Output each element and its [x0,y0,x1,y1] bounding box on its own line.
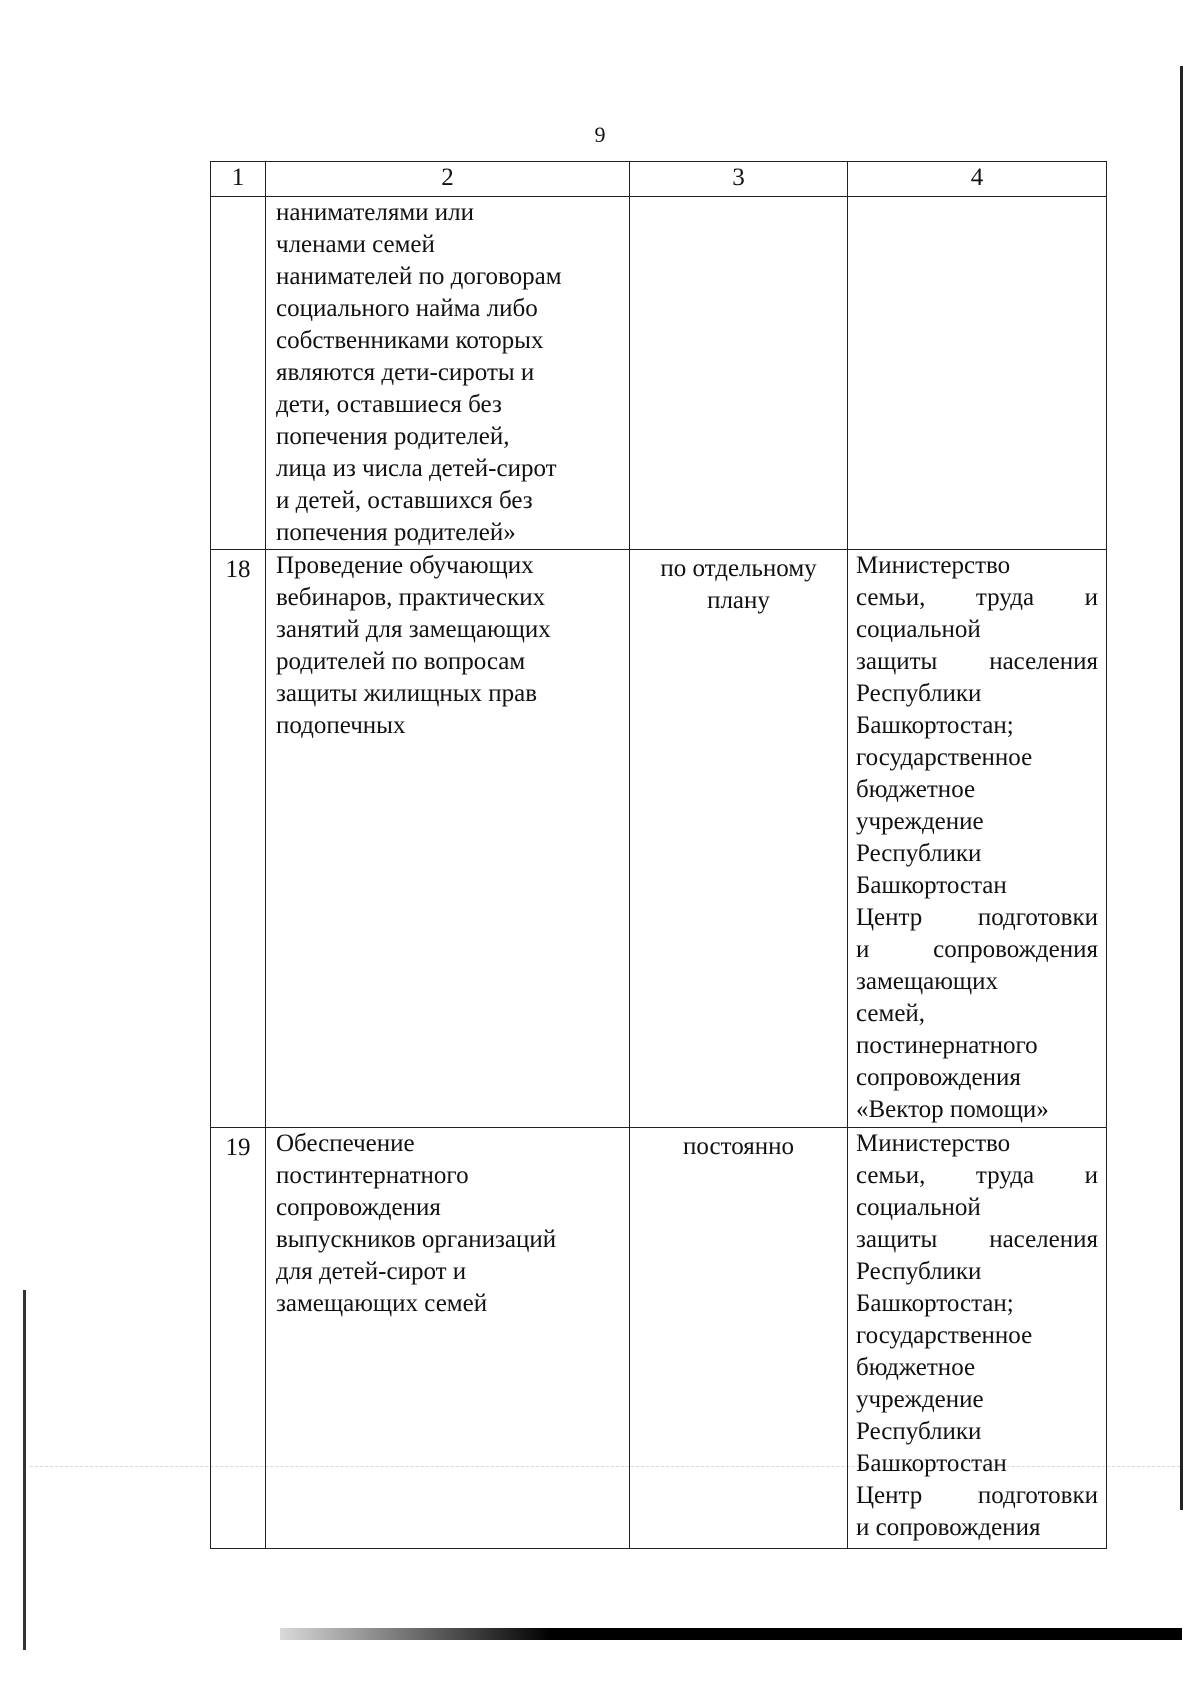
term-line: плану [707,587,770,614]
executor-line: Республики [856,680,982,707]
activities-table [210,161,1107,1549]
header-col-3: 3 [630,162,848,197]
executor-line: учреждение [856,808,984,835]
description-line: нанимателей по договорам [276,263,562,290]
header-col-4: 4 [848,162,1107,197]
executor-line: «Вектор помощи» [856,1096,1049,1123]
executor-line: постинернатного [856,1032,1038,1059]
row-number: 18 [211,550,266,1128]
scan-bottom-bar [280,1628,1182,1640]
scan-edge-left [23,1290,26,1650]
description-line: собственниками которых [276,327,544,354]
executor-line: Башкортостан [856,872,1007,899]
description-line: Обеспечение [276,1130,415,1157]
executor-line: Министерство [856,552,1011,579]
table-header-row [211,162,1107,197]
executor-line: замещающих [856,968,999,995]
page-number: 9 [594,122,606,147]
row-term [630,197,848,550]
description-line: членами семей [276,231,435,258]
description-line: занятий для замещающих [276,616,551,643]
row-executor [848,550,1107,1128]
executor-line: семьи, труда и [856,1162,1098,1189]
executor-line: защиты населения [856,648,1098,675]
table-row [211,550,1107,1128]
executor-line: бюджетное [856,1354,976,1381]
executor-line: социальной [856,1194,981,1221]
description-line: являются дети-сироты и [276,359,535,386]
description-line: попечения родителей, [276,423,510,450]
row-description [266,550,630,1128]
executor-line: Республики [856,1418,982,1445]
description-line: социального найма либо [276,295,538,322]
executor-line: Башкортостан [856,1450,1007,1477]
description-line: сопровождения [276,1194,441,1221]
executor-line: Республики [856,840,982,867]
header-col-2: 2 [266,162,630,197]
row-executor [848,1128,1107,1549]
executor-line: учреждение [856,1386,984,1413]
description-line: защиты жилищных прав [276,680,538,707]
description-line: лица из числа детей-сирот [276,455,557,482]
executor-line: социальной [856,616,981,643]
description-line: родителей по вопросам [276,648,526,675]
description-line: вебинаров, практических [276,584,546,611]
row-executor [848,197,1107,550]
table-row [211,1128,1107,1549]
description-line: дети, оставшиеся без [276,391,502,418]
row-term [630,550,848,1128]
scan-edge-right [1180,66,1183,1510]
description-line: попечения родителей» [276,519,516,546]
row-number: 19 [211,1128,266,1549]
executor-line: Центр подготовки [856,1482,1098,1509]
executor-line: семьи, труда и [856,584,1098,611]
term-line: по отдельному [660,555,817,582]
term-line: постоянно [683,1133,794,1160]
table-row [211,197,1107,550]
executor-line: и сопровождения [856,1514,1041,1541]
row-description [266,1128,630,1549]
row-description [266,197,630,550]
executor-line: Министерство [856,1130,1011,1157]
executor-line: государственное [856,1322,1033,1349]
executor-line: сопровождения [856,1064,1021,1091]
description-line: замещающих семей [276,1290,488,1317]
executor-line: и сопровождения [856,936,1098,963]
description-line: и детей, оставшихся без [276,487,533,514]
description-line: Проведение обучающих [276,552,534,579]
description-line: для детей-сирот и [276,1258,467,1285]
executor-line: семей, [856,1000,926,1027]
description-line: выпускников организаций [276,1226,557,1253]
executor-line: государственное [856,744,1033,771]
header-col-1: 1 [211,162,266,197]
executor-line: Центр подготовки [856,904,1098,931]
description-line: постинтернатного [276,1162,469,1189]
executor-line: бюджетное [856,776,976,803]
executor-line: Башкортостан; [856,1290,1014,1317]
row-term [630,1128,848,1549]
description-line: нанимателями или [276,199,475,226]
executor-line: Республики [856,1258,982,1285]
description-line: подопечных [276,712,406,739]
executor-line: Башкортостан; [856,712,1014,739]
row-number [211,197,266,550]
executor-line: защиты населения [856,1226,1098,1253]
